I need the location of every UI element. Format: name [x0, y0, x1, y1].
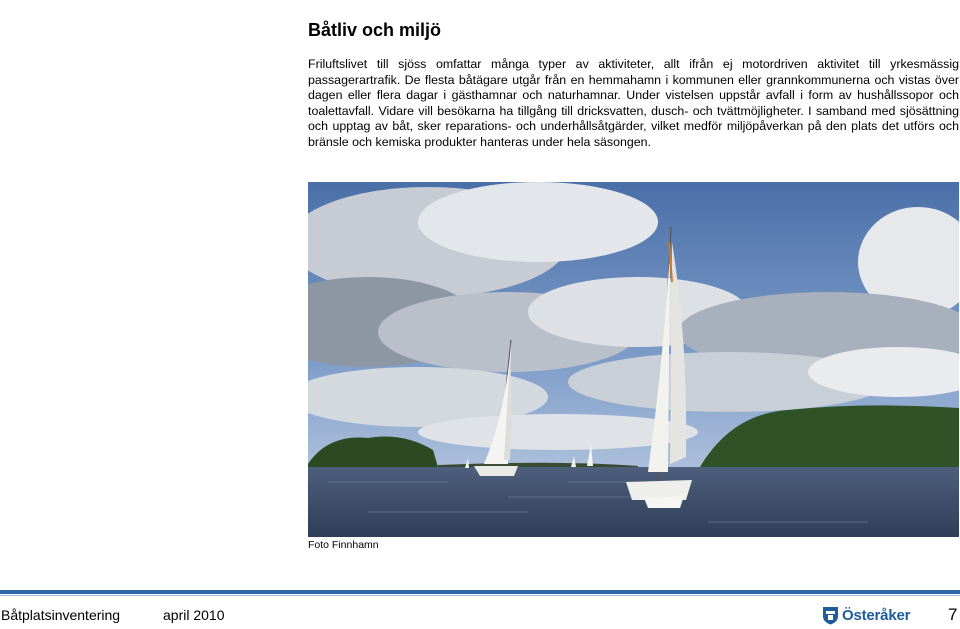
page-number: 7 [948, 605, 958, 624]
footer-date: april 2010 [163, 607, 225, 623]
footer-rule-thin [0, 595, 960, 596]
page-title: Båtliv och miljö [308, 20, 442, 40]
footer-document-title: Båtplatsinventering [1, 607, 121, 623]
logo-text: Österåker [842, 607, 911, 624]
sailboats-photo [308, 182, 959, 537]
photo-caption: Foto Finnhamn [308, 539, 379, 551]
coat-of-arms-icon [822, 606, 839, 625]
body-paragraph: Friluftslivet till sjöss omfattar många typer av aktiviteter, allt ifrån ej motordriven aktivitet till yrkesmässig passagerartrafik. De flesta båtägare utgår från en hemmahamn i kommunen eller grannkommunerna och vistas över dagen eller flera dagar i gästhamnar och naturhamnar. Under vistelsen uppstår avfall i form av hushållssopor och toalettavfall. Vidare vill besökarna ha tillgång till dricksvatten, dusch- och tvättmöjligheter. I samband med sjösättning och upptag av båt, sker reparations- och underhållsåtgärder, vilket medför miljöpåverkan på den plats det utförs och bränsle och kemiska produkter hanteras under hela säsongen. [308, 57, 959, 149]
osteraker-logo [822, 606, 910, 625]
footer-rule [0, 590, 960, 594]
